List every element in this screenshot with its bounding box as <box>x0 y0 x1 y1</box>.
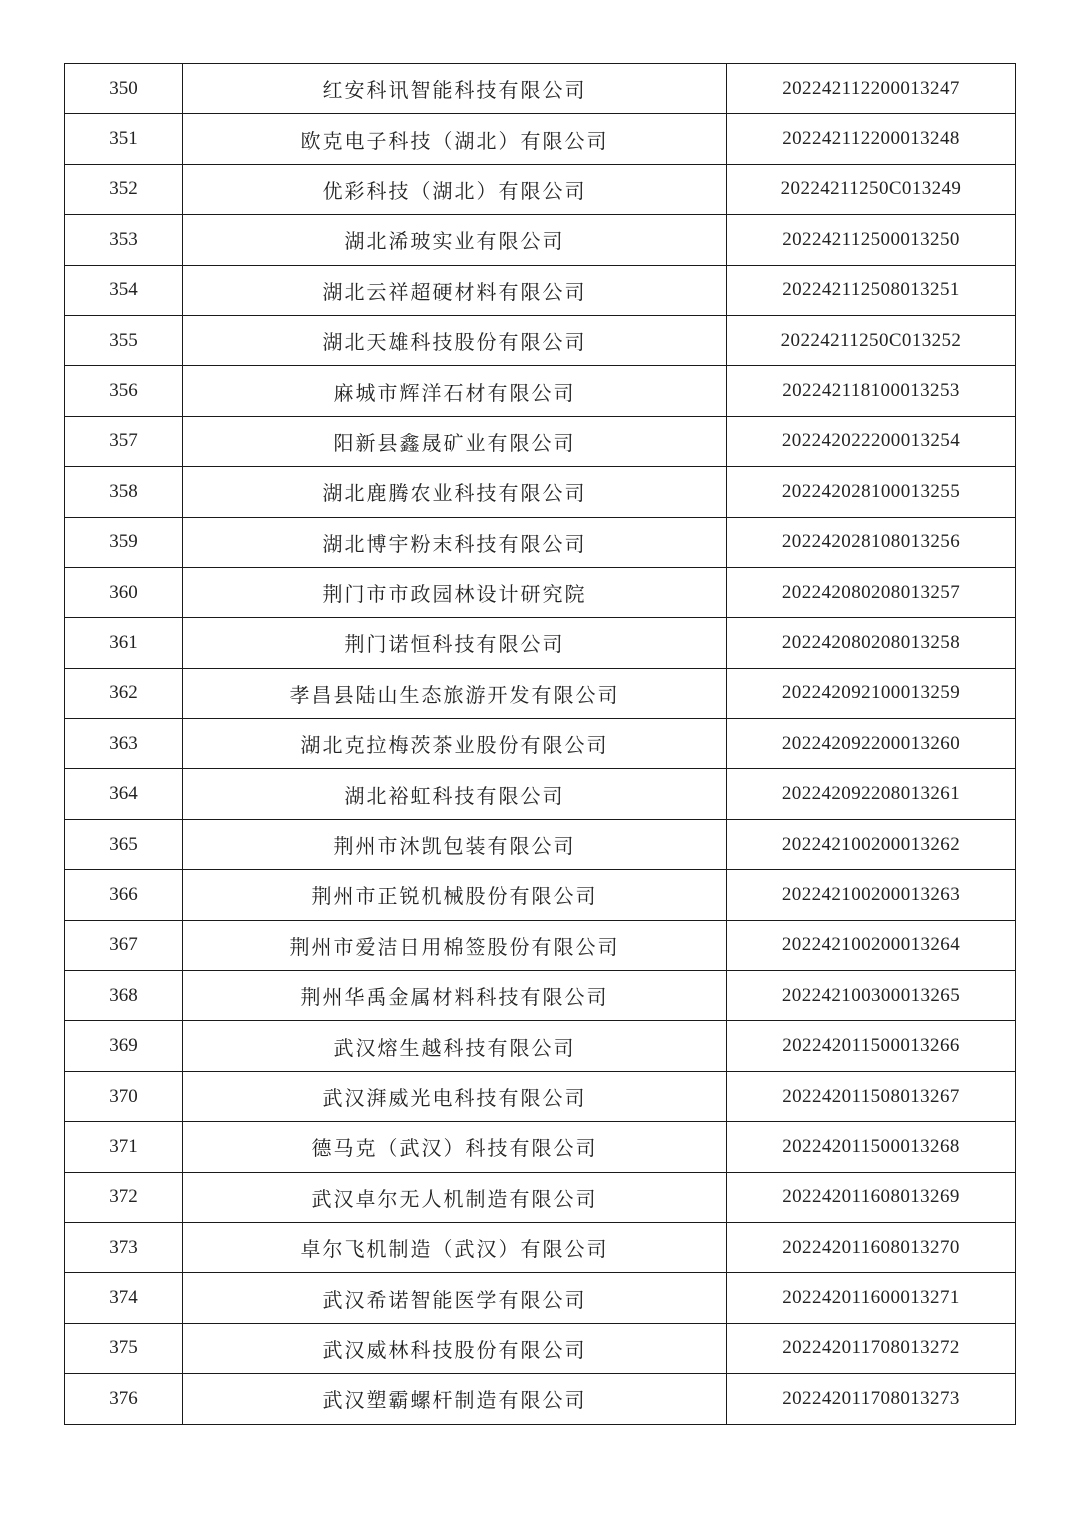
row-number: 368 <box>65 971 183 1021</box>
table-row <box>65 870 1016 920</box>
company-name: 荆州华禹金属材料科技有限公司 <box>183 971 727 1021</box>
registration-code: 202242100300013265 <box>727 971 1016 1021</box>
registration-code: 20224211250C013249 <box>727 164 1016 214</box>
table-row <box>65 416 1016 466</box>
table-row <box>65 1222 1016 1272</box>
registration-code: 202242080208013258 <box>727 618 1016 668</box>
company-name: 武汉湃威光电科技有限公司 <box>183 1071 727 1121</box>
registration-code: 202242118100013253 <box>727 366 1016 416</box>
table-row <box>65 769 1016 819</box>
row-number: 372 <box>65 1172 183 1222</box>
company-name: 荆州市正锐机械股份有限公司 <box>183 870 727 920</box>
company-name: 湖北博宇粉末科技有限公司 <box>183 517 727 567</box>
registration-code: 202242112200013248 <box>727 114 1016 164</box>
row-number: 354 <box>65 265 183 315</box>
table-row <box>65 64 1016 114</box>
table-row <box>65 114 1016 164</box>
company-name: 湖北云祥超硬材料有限公司 <box>183 265 727 315</box>
company-list-table <box>64 63 1016 1425</box>
row-number: 371 <box>65 1122 183 1172</box>
row-number: 365 <box>65 819 183 869</box>
table-row <box>65 164 1016 214</box>
table-row <box>65 1122 1016 1172</box>
row-number: 369 <box>65 1021 183 1071</box>
registration-code: 202242011708013272 <box>727 1323 1016 1373</box>
company-name: 湖北浠玻实业有限公司 <box>183 215 727 265</box>
company-name: 武汉希诺智能医学有限公司 <box>183 1273 727 1323</box>
table-row <box>65 1323 1016 1373</box>
company-name: 孝昌县陆山生态旅游开发有限公司 <box>183 668 727 718</box>
company-name: 卓尔飞机制造（武汉）有限公司 <box>183 1222 727 1272</box>
company-name: 武汉熔生越科技有限公司 <box>183 1021 727 1071</box>
registration-code: 202242011500013268 <box>727 1122 1016 1172</box>
registration-code: 202242011600013271 <box>727 1273 1016 1323</box>
row-number: 355 <box>65 315 183 365</box>
company-name: 红安科讯智能科技有限公司 <box>183 64 727 114</box>
registration-code: 202242028100013255 <box>727 467 1016 517</box>
row-number: 362 <box>65 668 183 718</box>
table-row <box>65 315 1016 365</box>
row-number: 352 <box>65 164 183 214</box>
registration-code: 202242011500013266 <box>727 1021 1016 1071</box>
registration-code: 202242112500013250 <box>727 215 1016 265</box>
row-number: 359 <box>65 517 183 567</box>
company-name: 优彩科技（湖北）有限公司 <box>183 164 727 214</box>
registration-code: 202242022200013254 <box>727 416 1016 466</box>
company-name: 湖北克拉梅茨茶业股份有限公司 <box>183 719 727 769</box>
row-number: 353 <box>65 215 183 265</box>
company-name: 荆门诺恒科技有限公司 <box>183 618 727 668</box>
row-number: 361 <box>65 618 183 668</box>
registration-code: 202242080208013257 <box>727 567 1016 617</box>
table-row <box>65 215 1016 265</box>
registration-code: 202242092100013259 <box>727 668 1016 718</box>
row-number: 364 <box>65 769 183 819</box>
registration-code: 202242011708013273 <box>727 1374 1016 1424</box>
registration-code: 202242011508013267 <box>727 1071 1016 1121</box>
table-body <box>65 64 1016 1425</box>
registration-code: 202242112508013251 <box>727 265 1016 315</box>
table-row <box>65 517 1016 567</box>
company-name: 武汉卓尔无人机制造有限公司 <box>183 1172 727 1222</box>
row-number: 357 <box>65 416 183 466</box>
table-row <box>65 567 1016 617</box>
row-number: 360 <box>65 567 183 617</box>
registration-code: 202242100200013263 <box>727 870 1016 920</box>
table-row <box>65 366 1016 416</box>
registration-code: 20224211250C013252 <box>727 315 1016 365</box>
registration-code: 202242092200013260 <box>727 719 1016 769</box>
table-row <box>65 618 1016 668</box>
registration-code: 202242100200013262 <box>727 819 1016 869</box>
company-name: 荆州市沐凯包装有限公司 <box>183 819 727 869</box>
company-name: 欧克电子科技（湖北）有限公司 <box>183 114 727 164</box>
table-row <box>65 668 1016 718</box>
row-number: 367 <box>65 920 183 970</box>
table-row <box>65 467 1016 517</box>
company-name: 武汉威林科技股份有限公司 <box>183 1323 727 1373</box>
company-name: 麻城市辉洋石材有限公司 <box>183 366 727 416</box>
row-number: 370 <box>65 1071 183 1121</box>
table-row <box>65 1021 1016 1071</box>
company-name: 荆门市市政园林设计研究院 <box>183 567 727 617</box>
registration-code: 202242011608013270 <box>727 1222 1016 1272</box>
row-number: 350 <box>65 64 183 114</box>
registration-code: 202242112200013247 <box>727 64 1016 114</box>
company-name: 武汉塑霸螺杆制造有限公司 <box>183 1374 727 1424</box>
company-name: 湖北裕虹科技有限公司 <box>183 769 727 819</box>
row-number: 374 <box>65 1273 183 1323</box>
registration-code: 202242028108013256 <box>727 517 1016 567</box>
row-number: 376 <box>65 1374 183 1424</box>
table-row <box>65 1172 1016 1222</box>
company-name: 荆州市爱洁日用棉签股份有限公司 <box>183 920 727 970</box>
table-row <box>65 971 1016 1021</box>
registration-code: 202242011608013269 <box>727 1172 1016 1222</box>
company-name: 湖北鹿腾农业科技有限公司 <box>183 467 727 517</box>
table-row <box>65 819 1016 869</box>
table-row <box>65 1071 1016 1121</box>
registration-code: 202242092208013261 <box>727 769 1016 819</box>
company-name: 阳新县鑫晟矿业有限公司 <box>183 416 727 466</box>
row-number: 356 <box>65 366 183 416</box>
table-row <box>65 1273 1016 1323</box>
registration-code: 202242100200013264 <box>727 920 1016 970</box>
row-number: 366 <box>65 870 183 920</box>
row-number: 363 <box>65 719 183 769</box>
company-name: 德马克（武汉）科技有限公司 <box>183 1122 727 1172</box>
table-row <box>65 920 1016 970</box>
row-number: 373 <box>65 1222 183 1272</box>
table-row <box>65 1374 1016 1424</box>
row-number: 358 <box>65 467 183 517</box>
table-row <box>65 265 1016 315</box>
company-name: 湖北天雄科技股份有限公司 <box>183 315 727 365</box>
table-row <box>65 719 1016 769</box>
row-number: 375 <box>65 1323 183 1373</box>
row-number: 351 <box>65 114 183 164</box>
